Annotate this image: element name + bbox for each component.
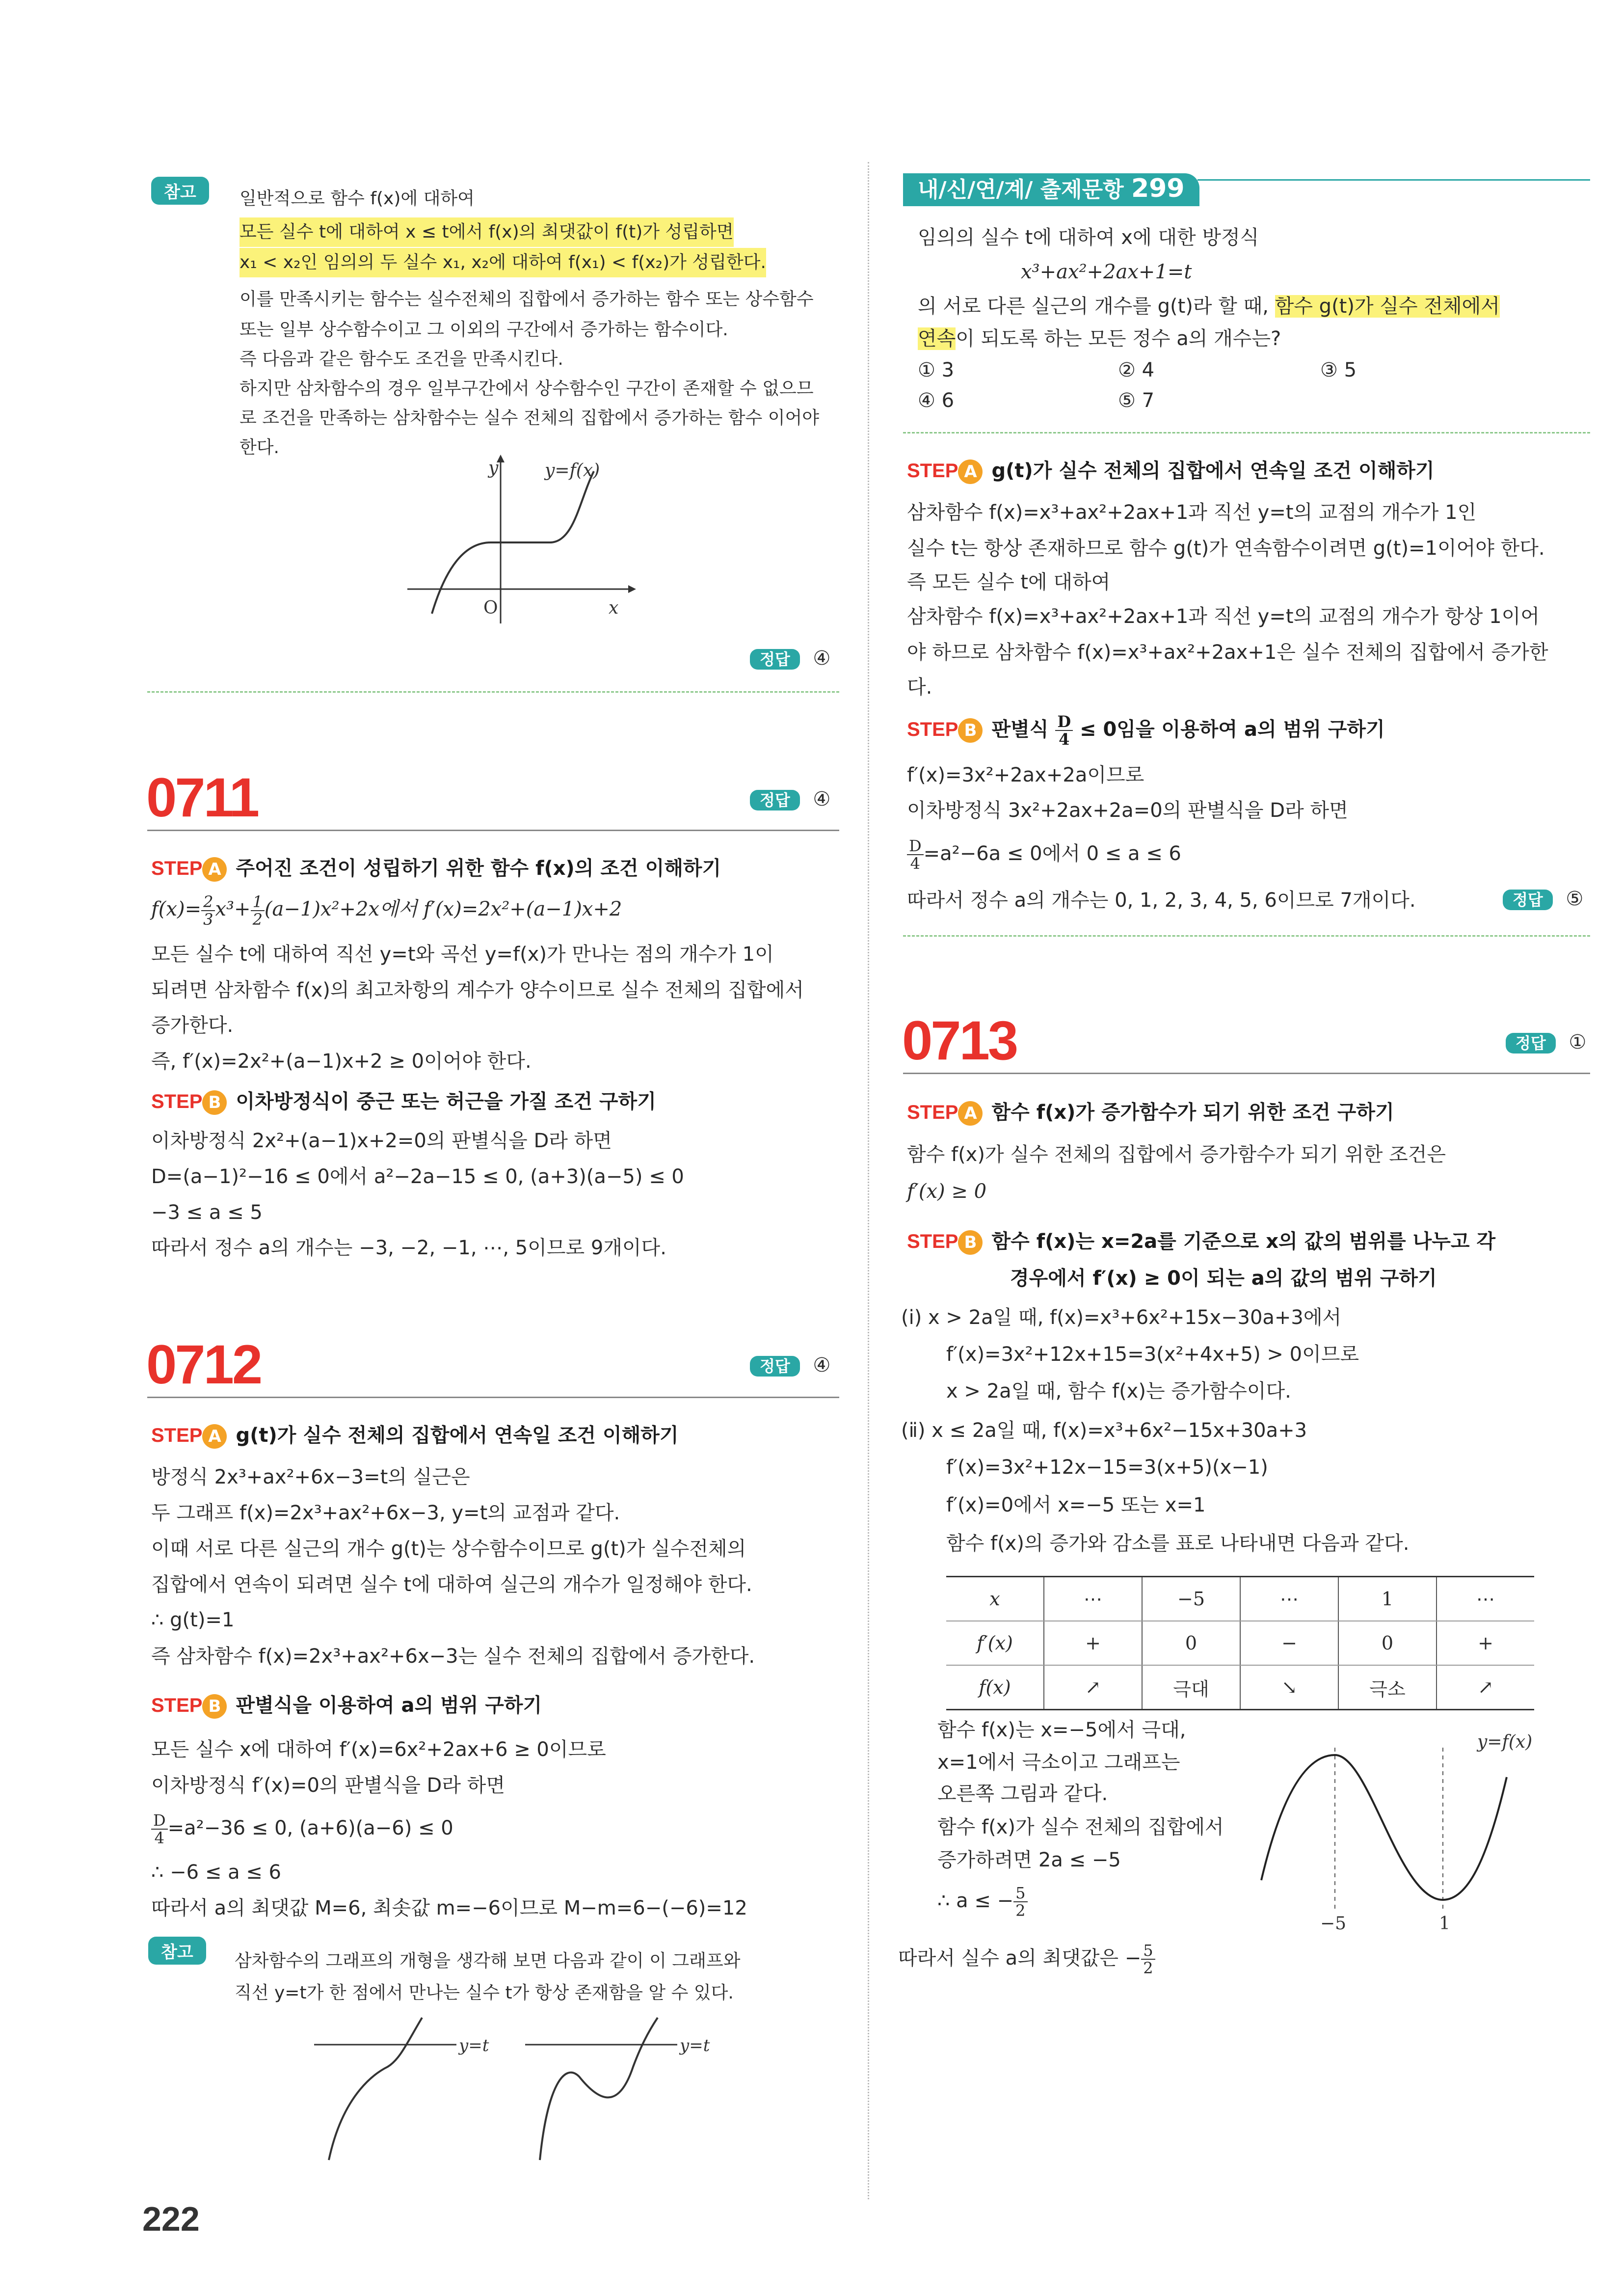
solution-line: 즉 삼차함수 f(x)=2x³+ax²+6x−3는 실수 전체의 집합에서 증가한다.: [151, 1645, 755, 1668]
note2-graph-1: [309, 2013, 515, 2170]
divider: [903, 432, 1590, 433]
note1-graph: [393, 452, 648, 628]
divider: [903, 935, 1590, 937]
note1-answer: 정답 ④: [750, 647, 830, 670]
solution-line: ∴ −6 ≤ a ≤ 6: [151, 1861, 281, 1884]
solution-line: $\frac{D}{4}$ =a²−36 ≤ 0, (a+6)(a−6) ≤ 0: [151, 1811, 453, 1846]
table-cell: 극대: [1142, 1665, 1240, 1710]
solution-line: 야 하므로 삼차함수 f(x)=x³+ax²+2ax+1은 실수 전체의 집합에서 증가한: [907, 641, 1548, 664]
table-cell: x: [946, 1577, 1044, 1621]
question-equation: x³+ax²+2ax+1=t: [1021, 261, 1192, 283]
question-line: 임의의 실수 t에 대하여 x에 대한 방정식: [918, 226, 1259, 249]
case-line: (ⅰ) x > 2a일 때, f(x)=x³+6x²+15x−30a+3에서: [901, 1306, 1342, 1329]
table-cell: f(x): [946, 1665, 1044, 1710]
solution-line: ∴ a ≤ − $\frac{5}{2}$: [937, 1884, 1028, 1919]
answer-badge: 정답 ④: [750, 788, 830, 810]
svg-text:y=f(x): y=f(x): [545, 460, 600, 481]
table-cell: 0: [1142, 1621, 1240, 1665]
solution-line: 증가한다.: [151, 1014, 234, 1037]
table-cell: +: [1437, 1621, 1534, 1665]
solution-line: 모든 실수 x에 대하여 f′(x)=6x²+2ax+6 ≥ 0이므로: [151, 1738, 606, 1761]
solution-line: 되려면 삼차함수 f(x)의 최고차항의 계수가 양수이므로 실수 전체의 집합에서: [151, 979, 804, 1001]
svg-text:y=f(x): y=f(x): [1477, 1732, 1533, 1752]
solution-line: 두 그래프 f(x)=2x³+ax²+6x−3, y=t의 교점과 같다.: [151, 1502, 620, 1524]
case-line: 함수 f(x)의 증가와 감소를 표로 나타내면 다음과 같다.: [946, 1532, 1410, 1555]
choice: ① 3: [918, 359, 955, 381]
solution-line: 이차방정식 2x²+(a−1)x+2=0의 판별식을 D라 하면: [151, 1130, 612, 1152]
case-line: x > 2a일 때, 함수 f(x)는 증가함수이다.: [946, 1380, 1291, 1403]
solution-line: D=(a−1)²−16 ≤ 0에서 a²−2a−15 ≤ 0, (a+3)(a−5) ≤ 0: [151, 1165, 684, 1188]
table-cell: +: [1044, 1621, 1142, 1665]
solution-line: 따라서 정수 a의 개수는 0, 1, 2, 3, 4, 5, 6이므로 7개이다.: [907, 889, 1416, 912]
svg-text:−5: −5: [1320, 1914, 1347, 1934]
problem-number: 0713: [902, 1010, 1017, 1071]
step-b-heading: STEP B 함수 f(x)는 x=2a를 기준으로 x의 값의 범위를 나누고 각: [907, 1225, 1495, 1258]
problem-number: 0711: [146, 767, 258, 828]
choice: ⑤ 7: [1118, 389, 1155, 412]
table-cell: ⋯: [1240, 1577, 1338, 1621]
solution-line: ∴ g(t)=1: [151, 1609, 235, 1631]
problem-number: 0712: [146, 1334, 261, 1395]
case-line: f′(x)=3x²+12x−15=3(x+5)(x−1): [946, 1456, 1268, 1479]
case-line: (ⅱ) x ≤ 2a일 때, f(x)=x³+6x²−15x+30a+3: [901, 1419, 1307, 1442]
step-a-heading: STEP A g(t)가 실수 전체의 집합에서 연속일 조건 이해하기: [151, 1419, 679, 1452]
svg-text:y=t: y=t: [680, 2036, 710, 2055]
answer-badge: 정답 ⑤: [1503, 888, 1583, 910]
banner-rule: [1197, 179, 1590, 181]
solution-line: 다.: [907, 676, 932, 699]
table-cell: 극소: [1338, 1665, 1437, 1710]
step-b-heading-cont: 경우에서 f′(x) ≥ 0이 되는 a의 값의 범위 구하기: [1010, 1267, 1437, 1290]
table-cell: ↘: [1240, 1665, 1338, 1710]
table-cell: ⋯: [1044, 1577, 1142, 1621]
note1-line: 모든 실수 t에 대하여 x ≤ t에서 f(x)의 최댓값이 f(t)가 성립하면: [239, 217, 734, 247]
solution-line: 실수 t는 항상 존재하므로 함수 g(t)가 연속함수이려면 g(t)=1이어야 한다.: [907, 537, 1545, 560]
solution-line: 모든 실수 t에 대하여 직선 y=t와 곡선 y=f(x)가 만나는 점의 개수가 1이: [151, 943, 774, 966]
column-divider: [868, 162, 869, 2199]
table-cell: f′(x): [946, 1621, 1044, 1665]
solution-line: 이때 서로 다른 실근의 개수 g(t)는 상수함수이므로 g(t)가 실수전체의: [151, 1538, 746, 1560]
solution-line: 함수 f(x)는 x=−5에서 극대,: [937, 1719, 1186, 1741]
note2-tag: 참고: [148, 1937, 206, 1965]
svg-text:y=t: y=t: [459, 2036, 489, 2055]
step-a-heading: STEP A g(t)가 실수 전체의 집합에서 연속일 조건 이해하기: [907, 454, 1435, 487]
note1-line: 한다.: [239, 437, 279, 458]
sign-table: [946, 1576, 1534, 1710]
step-b-heading: STEP B 이차방정식이 중근 또는 허근을 가질 조건 구하기: [151, 1085, 656, 1118]
svg-text:O: O: [483, 598, 498, 618]
divider: [147, 691, 839, 693]
solution-line: 따라서 a의 최댓값 M=6, 최솟값 m=−6이므로 M−m=6−(−6)=12: [151, 1897, 747, 1919]
solution-line: f′(x) ≥ 0: [907, 1180, 987, 1203]
solution-line: 함수 f(x)가 실수 전체의 집합에서: [937, 1816, 1224, 1838]
solution-line: 이차방정식 f′(x)=0의 판별식을 D라 하면: [151, 1774, 505, 1797]
table-cell: 1: [1338, 1577, 1437, 1621]
note1-line: 로 조건을 만족하는 삼차함수는 실수 전체의 집합에서 증가하는 함수 이어야: [239, 408, 820, 428]
solution-line: 즉 모든 실수 t에 대하여: [907, 571, 1111, 594]
solution-line: 이차방정식 3x²+2ax+2a=0의 판별식을 D라 하면: [907, 799, 1348, 822]
note1-line: 이를 만족시키는 함수는 실수전체의 집합에서 증가하는 함수 또는 상수함수: [239, 289, 814, 309]
note2-graph-2: [520, 2013, 736, 2170]
solution-line: x=1에서 극소이고 그래프는: [937, 1751, 1180, 1774]
svg-text:x: x: [609, 598, 619, 618]
table-row: [946, 1621, 1534, 1665]
solution-line: 함수 f(x)가 실수 전체의 집합에서 증가함수가 되기 위한 조건은: [907, 1143, 1446, 1166]
svg-text:y: y: [488, 458, 499, 478]
table-cell: −5: [1142, 1577, 1240, 1621]
table-cell: ⋯: [1437, 1577, 1534, 1621]
step-b-heading: STEP B 판별식을 이용하여 a의 범위 구하기: [151, 1689, 542, 1722]
svg-text:1: 1: [1439, 1914, 1450, 1934]
note2-line: 삼차함수의 그래프의 개형을 생각해 보면 다음과 같이 이 그래프와: [235, 1951, 741, 1971]
cubic-graph: [1251, 1718, 1566, 1934]
step-a-heading: STEP A 주어진 조건이 성립하기 위한 함수 f(x)의 조건 이해하기: [151, 852, 721, 885]
solution-line: 삼차함수 f(x)=x³+ax²+2ax+1과 직선 y=t의 교점의 개수가 항상 1이어: [907, 605, 1540, 628]
case-line: f′(x)=0에서 x=−5 또는 x=1: [946, 1494, 1206, 1516]
answer-badge: 정답 ①: [1506, 1031, 1586, 1053]
linked-problem-banner: 내/신/연/계/ 출제문항 299: [903, 172, 1199, 203]
problem-rule: [147, 1397, 839, 1398]
table-row: [946, 1665, 1534, 1710]
table-cell: −: [1240, 1621, 1338, 1665]
solution-line: 즉, f′(x)=2x²+(a−1)x+2 ≥ 0이어야 한다.: [151, 1050, 532, 1073]
solution-line: 증가하려면 2a ≤ −5: [937, 1849, 1121, 1871]
note1-tag: 참고: [151, 177, 209, 205]
choice: ③ 5: [1320, 359, 1357, 381]
solution-line: 방정식 2x³+ax²+6x−3=t의 실근은: [151, 1466, 470, 1488]
question-line: 연속이 되도록 하는 모든 정수 a의 개수는?: [918, 327, 1281, 350]
answer-badge: 정답 ④: [750, 1354, 830, 1377]
question-line: 의 서로 다른 실근의 개수를 g(t)라 할 때, 함수 g(t)가 실수 전체에서: [918, 295, 1500, 318]
page-number: 222: [142, 2200, 200, 2238]
table-cell: ↗: [1044, 1665, 1142, 1710]
note1-line: 또는 일부 상수함수이고 그 이외의 구간에서 증가하는 함수이다.: [239, 320, 728, 340]
solution-line: 오른쪽 그림과 같다.: [937, 1783, 1108, 1805]
note2-line: 직선 y=t가 한 점에서 만나는 실수 t가 항상 존재함을 알 수 있다.: [235, 1983, 734, 2003]
solution-line: $\frac{D}{4}$ =a²−6a ≤ 0에서 0 ≤ a ≤ 6: [907, 837, 1181, 872]
step-b-heading: STEP B 판별식 $\frac{D}{4}$ ≤ 0임을 이용하여 a의 범위 구하기: [907, 712, 1385, 749]
note1-line: 하지만 삼차함수의 경우 일부구간에서 상수함수인 구간이 존재할 수 없으므: [239, 378, 814, 399]
note1-line: 일반적으로 함수 f(x)에 대하여: [239, 189, 475, 209]
note1-line: x₁ < x₂인 임의의 두 실수 x₁, x₂에 대하여 f(x₁) < f(x₂)가 성립한다.: [239, 248, 766, 277]
table-cell: ↗: [1437, 1665, 1534, 1710]
choice: ④ 6: [918, 389, 955, 412]
solution-line: f′(x)=3x²+2ax+2a이므로: [907, 764, 1144, 786]
solution-line: 따라서 정수 a의 개수는 −3, −2, −1, ⋯, 5이므로 9개이다.: [151, 1237, 666, 1259]
table-row: [946, 1577, 1534, 1621]
solution-line: 삼차함수 f(x)=x³+ax²+2ax+1과 직선 y=t의 교점의 개수가 1인: [907, 501, 1477, 524]
solution-line: f(x)= $\frac{2}{3}$ x³+ $\frac{1}{2}$ (a−1)x²+2x에서 f′(x)=2x²+(a−1)x+2: [151, 892, 622, 929]
solution-line: 따라서 실수 a의 최댓값은 − $\frac{5}{2}$: [898, 1942, 1155, 1976]
case-line: f′(x)=3x²+12x+15=3(x²+4x+5) > 0이므로: [946, 1343, 1359, 1366]
table-cell: 0: [1338, 1621, 1437, 1665]
problem-rule: [903, 1073, 1590, 1074]
note1-line: 즉 다음과 같은 함수도 조건을 만족시킨다.: [239, 349, 563, 369]
solution-line: 집합에서 연속이 되려면 실수 t에 대하여 실근의 개수가 일정해야 한다.: [151, 1573, 752, 1596]
problem-rule: [147, 830, 839, 831]
solution-line: −3 ≤ a ≤ 5: [151, 1201, 263, 1224]
choice: ② 4: [1118, 359, 1155, 381]
step-a-heading: STEP A 함수 f(x)가 증가함수가 되기 위한 조건 구하기: [907, 1096, 1394, 1129]
